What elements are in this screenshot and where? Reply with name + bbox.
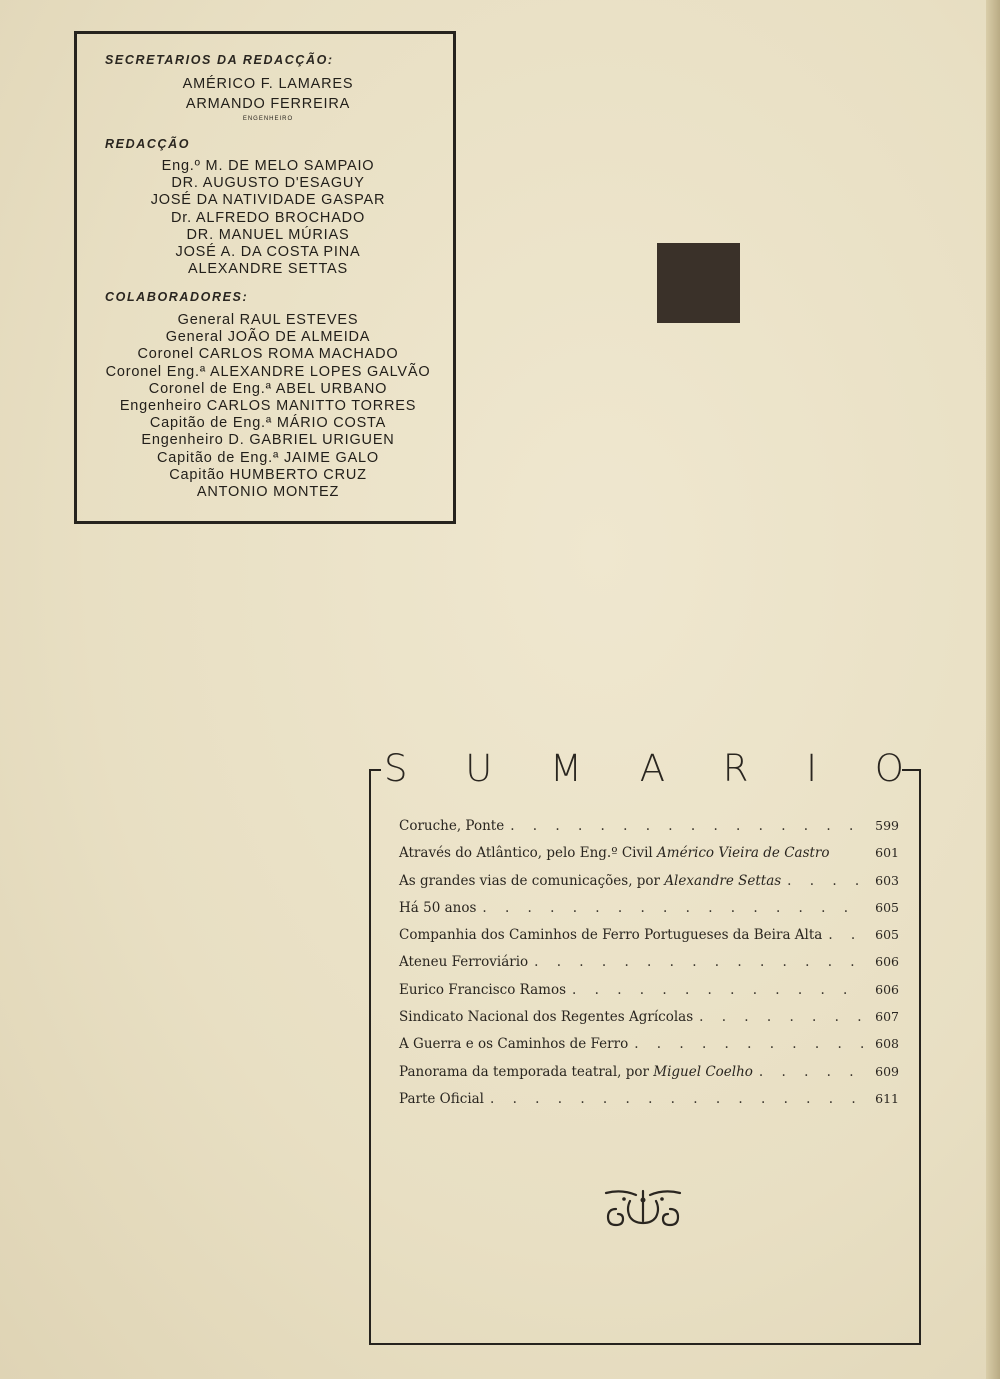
toc-entry[interactable]: [399, 812, 899, 839]
toc-page-number: 608: [875, 1036, 899, 1052]
dark-square-block: [657, 243, 740, 323]
contributor-name: Capitão de Eng.ª MÁRIO COSTA: [149, 415, 387, 432]
summary-title-letter: U: [465, 747, 493, 790]
toc-leader-dots: [490, 1086, 865, 1113]
toc-entry[interactable]: [399, 867, 899, 894]
summary-title-letter: A: [639, 747, 665, 790]
toc-entry-title: Através do Atlântico, pelo Eng.º Civil Américo Vieira de Castro: [399, 845, 830, 862]
summary-title: [384, 744, 904, 794]
page-spine-shadow: [986, 0, 1000, 1379]
contributor-name: Engenheiro D. GABRIEL URIGUEN: [141, 432, 395, 449]
toc-leader-dots: [634, 1031, 865, 1058]
toc-entry[interactable]: [399, 1085, 899, 1112]
contributors-heading: COLABORADORES:: [105, 290, 249, 304]
summary-title-letter: O: [874, 747, 904, 790]
contributor-name: Coronel CARLOS ROMA MACHADO: [137, 346, 399, 363]
toc-entry[interactable]: [399, 839, 899, 866]
toc-leader-dots: [828, 922, 865, 949]
toc-entry-title: Ateneu Ferroviário: [399, 954, 529, 971]
toc-entry[interactable]: [399, 976, 899, 1003]
toc-leader-dots: [699, 1004, 865, 1031]
toc-entry[interactable]: [399, 1058, 899, 1085]
toc-entry[interactable]: [399, 948, 899, 975]
toc-leader-dots: [572, 977, 865, 1004]
editor-name: ALEXANDRE SETTAS: [188, 261, 348, 278]
contributor-name: Capitão HUMBERTO CRUZ: [169, 466, 367, 483]
toc-leader-dots: [534, 949, 865, 976]
contributor-name: Engenheiro CARLOS MANITTO TORRES: [119, 398, 417, 415]
contributors-list: [77, 312, 459, 501]
secretaries-list: [77, 76, 459, 113]
summary-title-letter: I: [806, 747, 818, 790]
toc-entry[interactable]: [399, 921, 899, 948]
toc-page-number: 606: [875, 981, 899, 997]
summary-title-letter: M: [550, 747, 582, 790]
toc-page-number: 601: [875, 845, 899, 861]
contributor-name: General RAUL ESTEVES: [177, 312, 359, 328]
contributor-name: ANTONIO MONTEZ: [196, 484, 340, 501]
toc-entry-title: Sindicato Nacional dos Regentes Agrícolas: [399, 1009, 694, 1026]
toc-page-number: 605: [875, 899, 899, 915]
floral-scroll-ornament-icon: [602, 1187, 684, 1227]
toc-page-number: 607: [875, 1009, 899, 1025]
secretary-name: AMÉRICO F. LAMARES: [182, 76, 354, 92]
summary-title-letter: R: [722, 747, 749, 790]
toc-page-number: 611: [875, 1090, 899, 1106]
toc-entry-title: As grandes vias de comunicações, por Alexandre Settas: [399, 872, 782, 889]
toc-entry[interactable]: [399, 1030, 899, 1057]
editor-name: JOSÉ DA NATIVIDADE GASPAR: [150, 192, 386, 209]
toc-leader-dots: [482, 895, 865, 922]
editor-name: Dr. ALFREDO BROCHADO: [170, 209, 366, 226]
secretary-note: ENGENHEIRO: [242, 116, 294, 122]
summary-title-letter: S: [384, 747, 408, 790]
editorial-staff-box: [74, 31, 456, 524]
toc-page-number: 606: [875, 954, 899, 970]
editor-name: DR. MANUEL MÚRIAS: [186, 226, 350, 243]
contributor-name: Coronel Eng.ª ALEXANDRE LOPES GALVÃO: [105, 363, 431, 380]
editor-name: Eng.º M. DE MELO SAMPAIO: [161, 158, 375, 174]
editor-name: DR. AUGUSTO D'ESAGUY: [171, 175, 365, 192]
table-of-contents: [399, 812, 899, 1112]
editorial-list: [77, 158, 459, 278]
toc-entry-title: Há 50 anos: [399, 899, 477, 916]
contributor-name: Coronel de Eng.ª ABEL URBANO: [148, 380, 388, 397]
toc-entry[interactable]: [399, 894, 899, 921]
editor-name: JOSÉ A. DA COSTA PINA: [175, 244, 361, 261]
toc-page-number: 605: [875, 927, 899, 943]
toc-leader-dots: [510, 813, 865, 840]
contributor-name: General JOÃO DE ALMEIDA: [165, 329, 371, 346]
toc-entry-title: Eurico Francisco Ramos: [399, 981, 567, 998]
toc-leader-dots: [787, 868, 865, 895]
toc-entry-title: A Guerra e os Caminhos de Ferro: [399, 1036, 629, 1053]
toc-entry-title: Parte Oficial: [399, 1090, 485, 1107]
contributor-name: Capitão de Eng.ª JAIME GALO: [156, 449, 379, 466]
secretary-name: ARMANDO FERREIRA: [185, 96, 351, 113]
toc-page-number: 599: [875, 818, 899, 833]
editorial-heading: REDACÇÃO: [105, 137, 191, 151]
toc-entry-title: Coruche, Ponte: [399, 818, 505, 834]
toc-leader-dots: [759, 1059, 865, 1086]
toc-entry-title: Panorama da temporada teatral, por Miguel Coelho: [399, 1063, 753, 1080]
toc-entry-title: Companhia dos Caminhos de Ferro Portugueses da Beira Alta: [399, 927, 823, 944]
toc-entry[interactable]: [399, 1003, 899, 1030]
secretaries-heading: SECRETARIOS DA REDACÇÃO:: [105, 53, 334, 67]
toc-page-number: 603: [875, 872, 899, 888]
toc-page-number: 609: [875, 1063, 899, 1079]
